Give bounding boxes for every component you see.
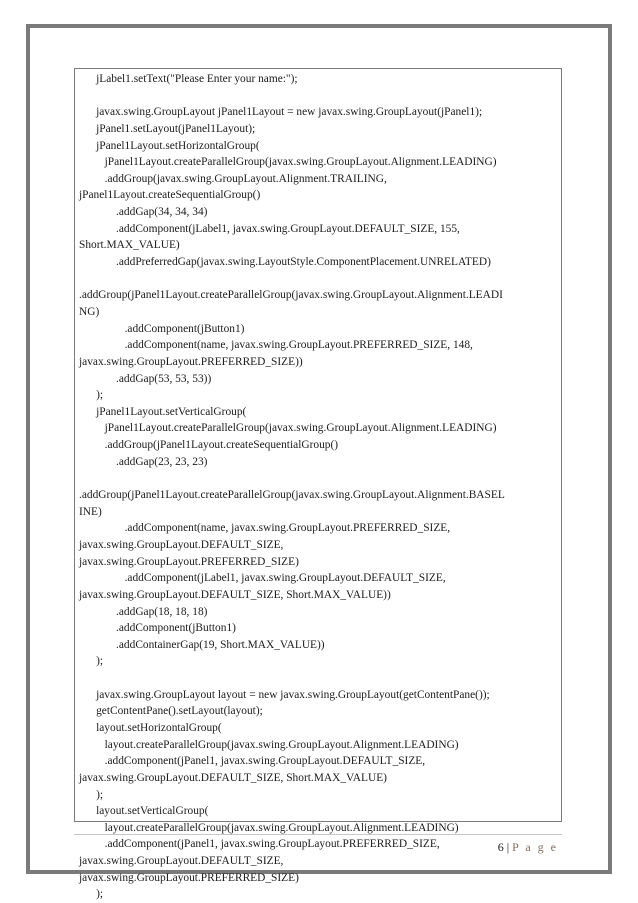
code-line: jPanel1Layout.setHorizontalGroup( — [79, 139, 260, 152]
code-line: javax.swing.GroupLayout.DEFAULT_SIZE, — [79, 855, 284, 868]
code-line: jPanel1Layout.setVerticalGroup( — [79, 405, 247, 418]
code-line: layout.createParallelGroup(javax.swing.GroupLayout.Alignment.LEADING) — [79, 738, 459, 751]
code-listing — [79, 71, 559, 903]
code-line: jLabel1.setText("Please Enter your name:"); — [79, 73, 298, 85]
code-line: ); — [79, 788, 104, 801]
code-line: .addComponent(jButton1) — [79, 322, 245, 335]
code-line: javax.swing.GroupLayout.DEFAULT_SIZE, Short.MAX_VALUE) — [79, 771, 387, 784]
code-line: jPanel1Layout.createSequentialGroup() — [79, 189, 261, 202]
code-line — [79, 271, 559, 288]
code-line: .addGroup(jPanel1Layout.createSequentialGroup() — [79, 439, 339, 452]
code-line: .addComponent(jLabel1, javax.swing.GroupLayout.DEFAULT_SIZE, — [79, 572, 446, 585]
code-line: .addGroup(javax.swing.GroupLayout.Alignment.TRAILING, — [79, 172, 387, 185]
code-line: javax.swing.GroupLayout.PREFERRED_SIZE)) — [79, 355, 303, 368]
code-line: layout.setHorizontalGroup( — [79, 721, 222, 734]
page-footer — [498, 840, 558, 855]
code-line: javax.swing.GroupLayout layout = new javax.swing.GroupLayout(getContentPane()); — [79, 688, 490, 701]
code-line: javax.swing.GroupLayout.DEFAULT_SIZE, Short.MAX_VALUE)) — [79, 588, 391, 601]
code-line: ); — [79, 389, 104, 402]
code-line: .addGap(53, 53, 53)) — [79, 372, 212, 385]
code-line: .addGroup(jPanel1Layout.createParallelGroup(javax.swing.GroupLayout.Alignment.BASEL — [79, 489, 505, 502]
code-line: javax.swing.GroupLayout.PREFERRED_SIZE) — [79, 871, 299, 884]
code-line: Short.MAX_VALUE) — [79, 239, 180, 252]
code-line — [79, 88, 559, 105]
code-line: NG) — [79, 305, 100, 318]
code-line — [79, 470, 559, 487]
page-number: 6 — [497, 840, 504, 854]
page-frame — [26, 24, 612, 901]
code-line: .addComponent(name, javax.swing.GroupLayout.PREFERRED_SIZE, — [79, 522, 451, 535]
code-line: .addComponent(name, javax.swing.GroupLayout.PREFERRED_SIZE, 148, — [79, 339, 473, 352]
footer-divider — [74, 834, 562, 835]
page-label: P a g e — [512, 840, 558, 854]
code-line: javax.swing.GroupLayout jPanel1Layout = new javax.swing.GroupLayout(jPanel1); — [79, 106, 483, 119]
code-line: .addGap(34, 34, 34) — [79, 206, 208, 219]
code-line: layout.setVerticalGroup( — [79, 805, 209, 818]
code-line: .addComponent(jLabel1, javax.swing.GroupLayout.DEFAULT_SIZE, 155, — [79, 222, 460, 235]
code-line: .addComponent(jPanel1, javax.swing.GroupLayout.DEFAULT_SIZE, — [79, 755, 426, 768]
code-line: .addGap(23, 23, 23) — [79, 455, 208, 468]
code-line: jPanel1Layout.createParallelGroup(javax.swing.GroupLayout.Alignment.LEADING) — [79, 422, 497, 435]
code-line: layout.createParallelGroup(javax.swing.GroupLayout.Alignment.LEADING) — [79, 821, 459, 834]
code-line: ); — [79, 888, 104, 901]
code-line: INE) — [79, 505, 102, 518]
footer-separator: | — [503, 840, 513, 854]
code-line: getContentPane().setLayout(layout); — [79, 705, 263, 718]
code-line: jPanel1Layout.createParallelGroup(javax.swing.GroupLayout.Alignment.LEADING) — [79, 156, 497, 169]
code-line: .addGap(18, 18, 18) — [79, 605, 208, 618]
code-line: jPanel1.setLayout(jPanel1Layout); — [79, 122, 256, 135]
code-line: ); — [79, 655, 104, 668]
code-line: .addComponent(jPanel1, javax.swing.GroupLayout.PREFERRED_SIZE, — [79, 838, 440, 851]
code-line: javax.swing.GroupLayout.DEFAULT_SIZE, — [79, 538, 284, 551]
code-line: .addPreferredGap(javax.swing.LayoutStyle.ComponentPlacement.UNRELATED) — [79, 256, 491, 269]
code-line: .addComponent(jButton1) — [79, 622, 236, 635]
code-line: javax.swing.GroupLayout.PREFERRED_SIZE) — [79, 555, 299, 568]
code-line: .addContainerGap(19, Short.MAX_VALUE)) — [79, 638, 325, 651]
code-line: .addGroup(jPanel1Layout.createParallelGroup(javax.swing.GroupLayout.Alignment.LEADI — [79, 289, 503, 302]
code-line — [79, 670, 559, 687]
